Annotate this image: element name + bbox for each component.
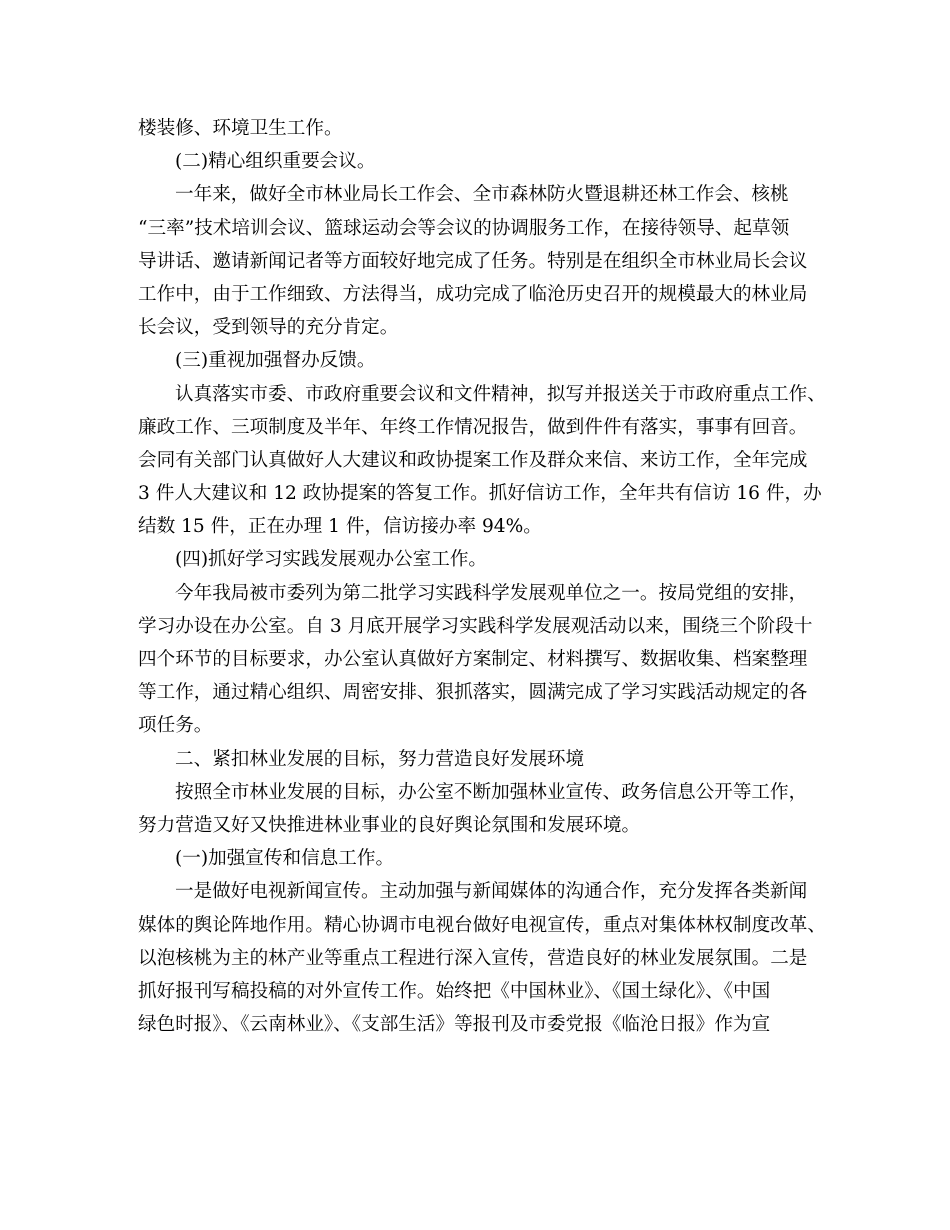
section-heading: 二、紧扣林业发展的目标，努力营造良好发展环境 bbox=[175, 748, 585, 770]
text-line: 媒体的舆论阵地作用。精心协调市电视台做好电视宣传，重点对集体林权制度改革、 bbox=[138, 914, 826, 936]
section-heading: (四)抓好学习实践发展观办公室工作。 bbox=[175, 549, 488, 571]
text-line: 长会议，受到领导的充分肯定。 bbox=[138, 317, 399, 339]
text-line: 学习办设在办公室。自 3 月底开展学习实践科学发展观活动以来，围绕三个阶段十 bbox=[138, 615, 813, 637]
section-heading: (三)重视加强督办反馈。 bbox=[175, 350, 376, 372]
text-line: 认真落实市委、市政府重要会议和文件精神，拟写并报送关于市政府重点工作、 bbox=[175, 383, 826, 405]
section-heading: (一)加强宣传和信息工作。 bbox=[175, 848, 395, 870]
text-line: 导讲话、邀请新闻记者等方面较好地完成了任务。特别是在组织全市林业局长会议 bbox=[138, 250, 808, 272]
text-line: “三率”技术培训会议、篮球运动会等会议的协调服务工作，在接待领导、起草领 bbox=[138, 217, 790, 239]
text-line: 按照全市林业发展的目标，办公室不断加强林业宣传、政务信息公开等工作， bbox=[175, 781, 808, 803]
text-line: 项任务。 bbox=[138, 715, 213, 737]
text-line: 努力营造又好又快推进林业事业的良好舆论氛围和发展环境。 bbox=[138, 814, 641, 836]
text-line: 等工作，通过精心组织、周密安排、狠抓落实，圆满完成了学习实践活动规定的各 bbox=[138, 682, 808, 704]
text-line: 四个环节的目标要求，办公室认真做好方案制定、材料撰写、数据收集、档案整理 bbox=[138, 649, 808, 670]
text-line: 今年我局被市委列为第二批学习实践科学发展观单位之一。按局党组的安排， bbox=[175, 582, 808, 604]
text-line: 抓好报刊写稿投稿的对外宣传工作。始终把《中国林业》、《国土绿化》、《中国 bbox=[138, 980, 771, 1002]
section-heading: (二)精心组织重要会议。 bbox=[175, 151, 376, 173]
text-line: 绿色时报》、《云南林业》、《支部生活》等报刊及市委党报《临沧日报》作为宣 bbox=[138, 1014, 771, 1036]
text-line: 一年来，做好全市林业局长工作会、全市森林防火暨退耕还林工作会、核桃 bbox=[175, 184, 789, 206]
text-line: 3 件人大建议和 12 政协提案的答复工作。抓好信访工作，全年共有信访 16 件，办 bbox=[138, 483, 822, 505]
text-line: 楼装修、环境卫生工作。 bbox=[138, 118, 343, 139]
document-body bbox=[138, 112, 826, 1041]
text-line: 工作中，由于工作细致、方法得当，成功完成了临沧历史召开的规模最大的林业局 bbox=[138, 283, 808, 305]
text-line: 廉政工作、三项制度及半年、年终工作情况报告，做到件件有落实，事事有回音。 bbox=[138, 416, 808, 438]
text-line: 以泡核桃为主的林产业等重点工程进行深入宣传，营造良好的林业发展氛围。二是 bbox=[138, 947, 808, 969]
text-line: 会同有关部门认真做好人大建议和政协提案工作及群众来信、来访工作，全年完成 bbox=[138, 449, 808, 471]
text-line: 一是做好电视新闻宣传。主动加强与新闻媒体的沟通合作，充分发挥各类新闻 bbox=[175, 881, 808, 903]
text-line: 结数 15 件，正在办理 1 件，信访接办率 94%。 bbox=[138, 516, 542, 538]
